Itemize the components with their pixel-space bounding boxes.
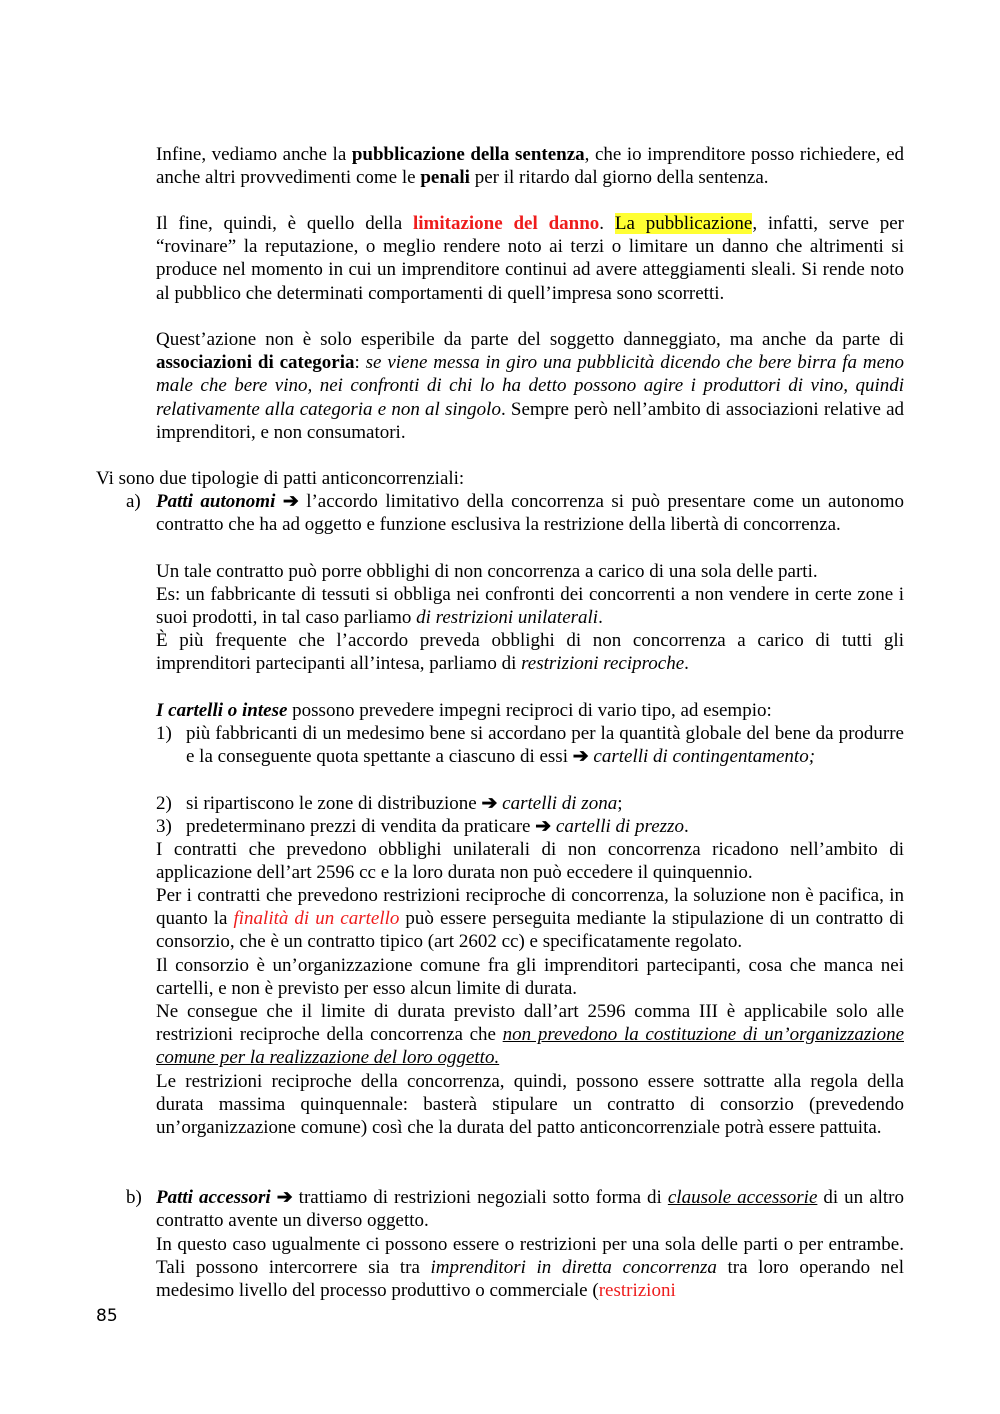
text: tra loro operando nel medesimo livello del processo produttivo o commerciale ( <box>156 1257 904 1302</box>
paragraph-pubblicazione <box>156 143 904 189</box>
red-italic-term: finalità di un cartello <box>233 908 400 930</box>
item-a-paragraph <box>156 884 904 954</box>
bold-term: pubblicazione della sentenza <box>351 144 585 165</box>
bold-term: penali <box>420 167 470 189</box>
text: trattiamo di restrizioni negoziali sotto forma di <box>292 1187 668 1208</box>
italic-term: cartelli di contingentamento; <box>588 746 816 768</box>
italic-term: cartelli di zona <box>497 793 618 814</box>
paragraph-fine <box>156 212 904 305</box>
text: . <box>599 213 615 234</box>
text: Ne consegue che il limite di durata previsto dall’art 2596 comma III è applicabile solo alle restrizioni reciproche della concorrenza che <box>156 1001 904 1046</box>
italic-term: imprenditori in diretta concorrenza <box>430 1257 717 1279</box>
arrow-right-icon: ➔ <box>572 746 589 768</box>
text: si ripartiscono le zone di distribuzione <box>186 793 482 814</box>
text: . <box>598 607 603 629</box>
highlighted-text: La pubblicazione <box>614 213 753 234</box>
underlined-italic-text: non prevedono la costituzione di un’organizzazione comune per la realizzazione del loro oggetto. <box>156 1024 904 1069</box>
bold-term: associazioni di categoria <box>156 352 355 374</box>
text: . <box>684 653 689 675</box>
text: Per i contratti che prevedono restrizioni reciproche di concorrenza, la soluzione non è pacifica, in quanto la <box>156 885 904 930</box>
italic-term: cartelli di prezzo <box>551 816 684 837</box>
text: . <box>683 816 689 837</box>
bold-italic-term: Patti accessori <box>156 1187 271 1208</box>
text: : <box>354 352 366 374</box>
item-a-paragraph <box>156 1000 904 1070</box>
text: È più frequente che l’accordo preveda obblighi di non concorrenza a carico di tutti gli imprenditori partecipanti all’intesa, parliamo di <box>156 630 904 675</box>
text: Il fine, quindi, è quello della <box>156 213 413 234</box>
italic-term: di restrizioni unilaterali <box>416 607 599 629</box>
text: possono prevedere impegni reciproci di vario tipo, ad esempio: <box>287 700 772 721</box>
cartelli-heading <box>156 699 904 722</box>
text: Quest’azione non è solo esperibile da parte del soggetto danneggiato, ma anche da parte di <box>156 329 904 350</box>
red-bold-term: limitazione del danno <box>412 213 600 234</box>
list-item <box>186 815 904 838</box>
paragraph-azione <box>156 328 904 444</box>
section-intro: Vi sono due tipologie di patti anticoncorrenziali: <box>96 468 465 489</box>
text: Infine, vediamo anche la <box>156 144 352 165</box>
text: per il ritardo dal giorno della sentenza. <box>469 167 769 189</box>
text: ; <box>617 793 623 814</box>
item-a-example <box>156 583 904 629</box>
page-number: 85 <box>96 1306 118 1326</box>
list-item <box>186 722 904 768</box>
item-b-heading <box>156 1186 904 1232</box>
text: , che io imprenditore posso richiedere, ed anche altri provvedimenti come le <box>156 144 905 189</box>
text: può essere perseguita mediante la stipulazione di un contratto di consorzio, che è un contratto tipico (art 2602 cc) e specificatamente regolato. <box>156 908 904 953</box>
arrow-right-icon: ➔ <box>535 816 552 837</box>
text: Es: un fabbricante di tessuti si obbliga nei confronti dei concorrenti a non vendere in certe zone i suoi prodotti, in tal caso parliamo <box>156 584 904 629</box>
text: di un altro contratto avente un diverso oggetto. <box>156 1187 905 1232</box>
item-a-paragraph: Un tale contratto può porre obblighi di non concorrenza a carico di una sola delle parti. <box>156 561 818 582</box>
item-a-paragraph: I contratti che prevedono obblighi unilaterali di non concorrenza ricadono nell’ambito di applicazione dell’art 2596 cc e la loro durata non può eccedere il quinquennio. <box>156 839 904 884</box>
item-a-paragraph: Le restrizioni reciproche della concorrenza, quindi, possono essere sottratte alla regola della durata massima quinquennale: basterà stipulare un contratto di consorzio (prevedendo un’organizzazione comune) così che la durata del patto anticoncorrenziale potrà essere pattuita. <box>156 1071 904 1139</box>
arrow-right-icon: ➔ <box>276 1187 293 1208</box>
text: predeterminano prezzi di vendita da praticare <box>186 816 536 837</box>
bold-italic-term: I cartelli o intese <box>156 700 288 721</box>
text: più fabbricanti di un medesimo bene si accordano per la quantità globale del bene da produrre e la conseguente quota spettante a ciascuno di essi <box>186 723 904 768</box>
item-a-heading <box>156 490 904 536</box>
underlined-italic-term: clausole accessorie <box>667 1187 818 1208</box>
text: In questo caso ugualmente ci possono essere o restrizioni per una sola delle parti o per entrambe. Tali possono intercorrere sia tra <box>156 1234 904 1279</box>
arrow-right-icon: ➔ <box>282 491 299 512</box>
text: l’accordo limitativo della concorrenza si può presentare come un autonomo contratto che ha ad oggetto e funzione esclusiva la restrizione della libertà di concorrenza. <box>156 491 904 536</box>
italic-example: se viene messa in giro una pubblicità dicendo che bere birra fa meno male che bere vino, nei confronti di chi lo ha detto possono agire i produttori di vino, quindi relativamente alla categoria e non al singolo <box>156 352 904 420</box>
item-b-paragraph <box>156 1233 904 1303</box>
item-a-paragraph: Il consorzio è un’organizzazione comune fra gli imprenditori partecipanti, cosa che manca nei cartelli, e non è previsto per esso alcun limite di durata. <box>156 955 904 1000</box>
list-label-b: b) <box>126 1187 142 1208</box>
red-text: restrizioni <box>598 1280 676 1302</box>
list-label-a: a) <box>126 491 141 512</box>
list-number: 3) <box>156 816 172 837</box>
list-item <box>186 792 904 815</box>
text: , infatti, serve per “rovinare” la reputazione, o meglio rendere noto ai terzi o limitare un danno che altrimenti si produce nel momento in cui un imprenditore continui ad avere atteggiamenti sleali. Si rende noto al pubblico che determinati comportamenti di quell’impresa sono scorretti. <box>156 213 904 304</box>
arrow-right-icon: ➔ <box>481 793 498 814</box>
italic-term: restrizioni reciproche <box>521 653 685 675</box>
text: . Sempre però nell’ambito di associazioni relative ad imprenditori, e non consumatori. <box>156 398 905 443</box>
item-a-paragraph <box>156 629 904 675</box>
list-number: 2) <box>156 793 172 814</box>
bold-italic-term: Patti autonomi <box>156 491 276 512</box>
list-number: 1) <box>156 723 172 744</box>
